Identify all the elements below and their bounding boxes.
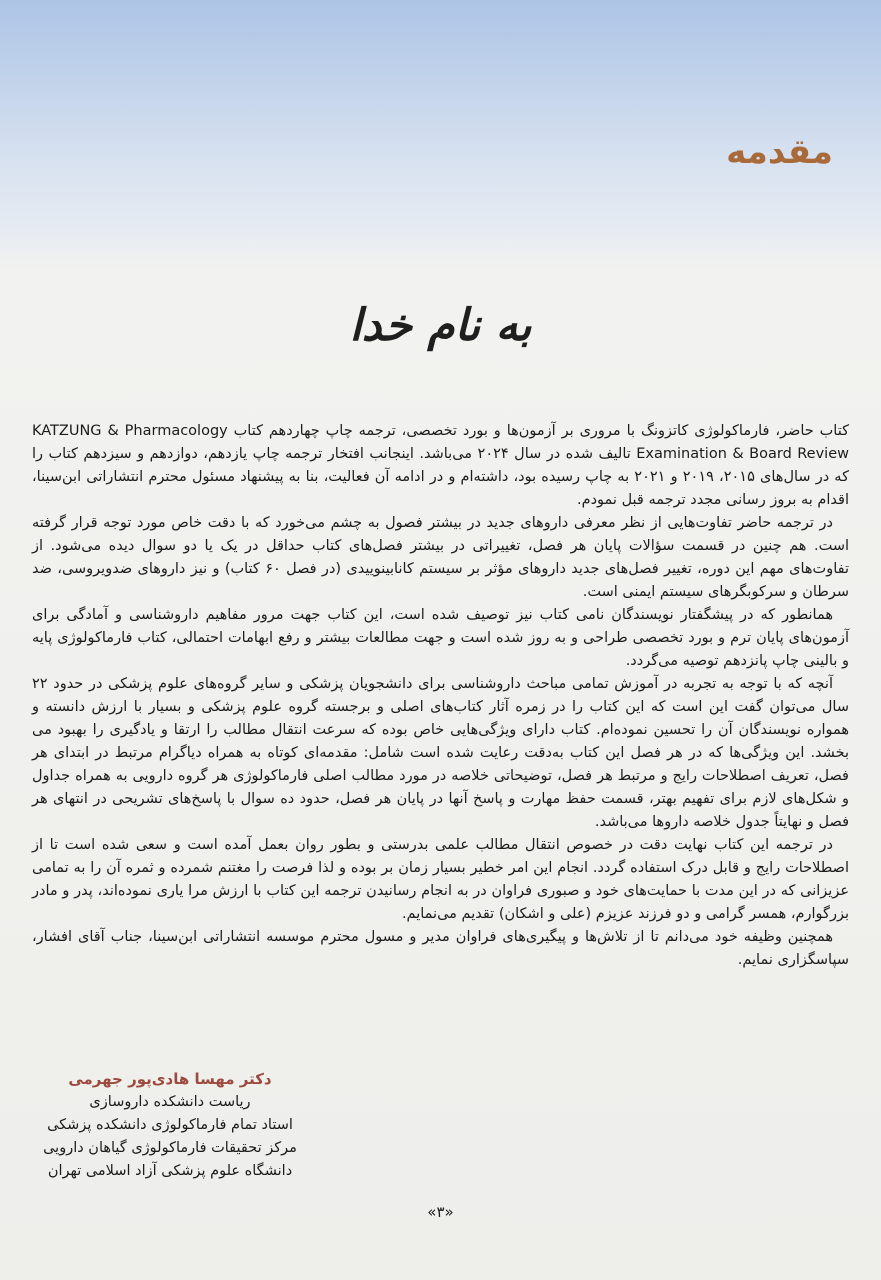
page-number: «۳» [427,1203,454,1221]
section-title: مقدمه [726,132,833,172]
author-name: دکتر مهسا هادی‌پور جهرمی [68,1070,272,1088]
paragraph: در ترجمه حاضر تفاوت‌هایی از نظر معرفی داروهای جدید در بیشتر فصول به چشم می‌خورد که با دقت خاص مورد توجه قرار گرفته است. هم چنین در قسمت سؤالات پایان هر فصل، تغییراتی در بیشتر فصل‌های کتاب حداقل در یک یا دو سوال دیده می‌شود. از تفاوت‌های مهم این دوره، تغییر فصل‌های جدید داروهای مؤثر بر سیستم کانابینوییدی (در فصل ۶۰ کتاب) و نیز داروهای ضدویروسی، ضد سرطان و سرکوبگرهای سیستم ایمنی است. [32,515,849,600]
paragraph: در ترجمه این کتاب نهایت دقت در خصوص انتقال مطالب علمی بدرستی و بطور روان بعمل آمده است و سعی شده است تا از اصطلاحات رایج و قابل درک استفاده گردد. انجام این امر خطیر بسیار زمان بر بوده و لذا فرصت را مغتنم شمرده و ثمره آن را به تمامی عزیزانی که در این مدت با حمایت‌های خود و صبوری فراوان در به انجام رسانیدن ترجمه این کتاب با ارزش مرا یاری نموده‌اند، پدر و مادر بزرگوارم، همسر گرامی و دو فرزند عزیزم (علی و اشکان) تقدیم می‌نمایم. [32,837,849,922]
introduction-body [32,420,849,972]
paragraph: همچنین وظیفه خود می‌دانم تا از تلاش‌ها و پیگیری‌های فراوان مدیر و مسول محترم موسسه انتشاراتی ابن‌سینا، جناب آقای افشار، سپاسگزاری نمایم. [32,929,849,968]
author-title-line: مرکز تحقیقات فارماکولوژی گیاهان دارویی [43,1140,297,1156]
paragraph: آنچه که با توجه به تجربه در آموزش تمامی مباحث داروشناسی برای دانشجویان پزشکی و سایر گروه‌های علوم پزشکی در حدود ۲۲ سال می‌توان گفت این است که این کتاب را در زمره آثار کتاب‌های اصلی و برجسته گروه علوم پزشکی و بسیار با ارزش دانسته و همواره نویسندگان آن را تحسین نموده‌ام. کتاب دارای ویژگی‌هایی خاص بوده که سرعت انتقال مطالب را ارتقا و یادگیری را بهبود می بخشد. این ویژگی‌ها که در هر فصل این کتاب به‌دقت رعایت شده است شامل: مقدمه‌ای کوتاه به همراه دیاگرام مرتبط در ابتدای هر فصل، تعریف اصطلاحات رایج و مرتبط هر فصل، توضیحاتی خلاصه در مورد مطالب اصلی فارماکولوژی هر گروه دارویی به همراه جداول و شکل‌های لازم برای تفهیم بهتر، قسمت حفظ مهارت و پاسخ آنها در پایان هر فصل، حدود ده سوال با پاسخ‌های تشریحی در انتهای هر فصل و نهایتاً جدول خلاصه داروها می‌باشد. [32,676,849,830]
author-signature-block [40,1068,300,1183]
bismillah-heading: به نام خدا [349,300,532,351]
paragraph: کتاب حاضر، فارماکولوژی کاتزونگ با مروری بر آزمون‌ها و بورد تخصصی، ترجمه چاپ چهاردهم کتاب KATZUNG & Pharmacology Examination & Board Review تالیف شده در سال ۲۰۲۴ می‌باشد. اینجانب افتخار ترجمه چاپ یازدهم، دوازدهم و سیزدهم کتاب را که در سال‌های ۲۰۱۵، ۲۰۱۹ و ۲۰۲۱ به چاپ رسیده بود، داشته‌ام و در ادامه آن فعالیت، بنا به پیشنهاد مسئول محترم انتشاراتی ابن‌سینا، اقدام به بروز رسانی مجدد ترجمه قبل نمودم. [32,423,849,508]
author-title-line: ریاست دانشکده داروسازی [89,1094,251,1110]
header-band [0,0,881,232]
author-title-line: استاد تمام فارماکولوژی دانشکده پزشکی [47,1117,293,1133]
paragraph: همانطور که در پیشگفتار نویسندگان نامی کتاب نیز توصیف شده است، این کتاب جهت مرور مفاهیم داروشناسی و آمادگی برای آزمون‌های پایان ترم و بورد تخصصی طراحی و به روز شده است و جهت مطالعات بیشتر و رفع ابهامات احتمالی، کتاب فارماکولوژی پایه و بالینی چاپ پانزدهم توصیه می‌گردد. [32,607,849,669]
author-title-line: دانشگاه علوم پزشکی آزاد اسلامی تهران [47,1163,293,1179]
